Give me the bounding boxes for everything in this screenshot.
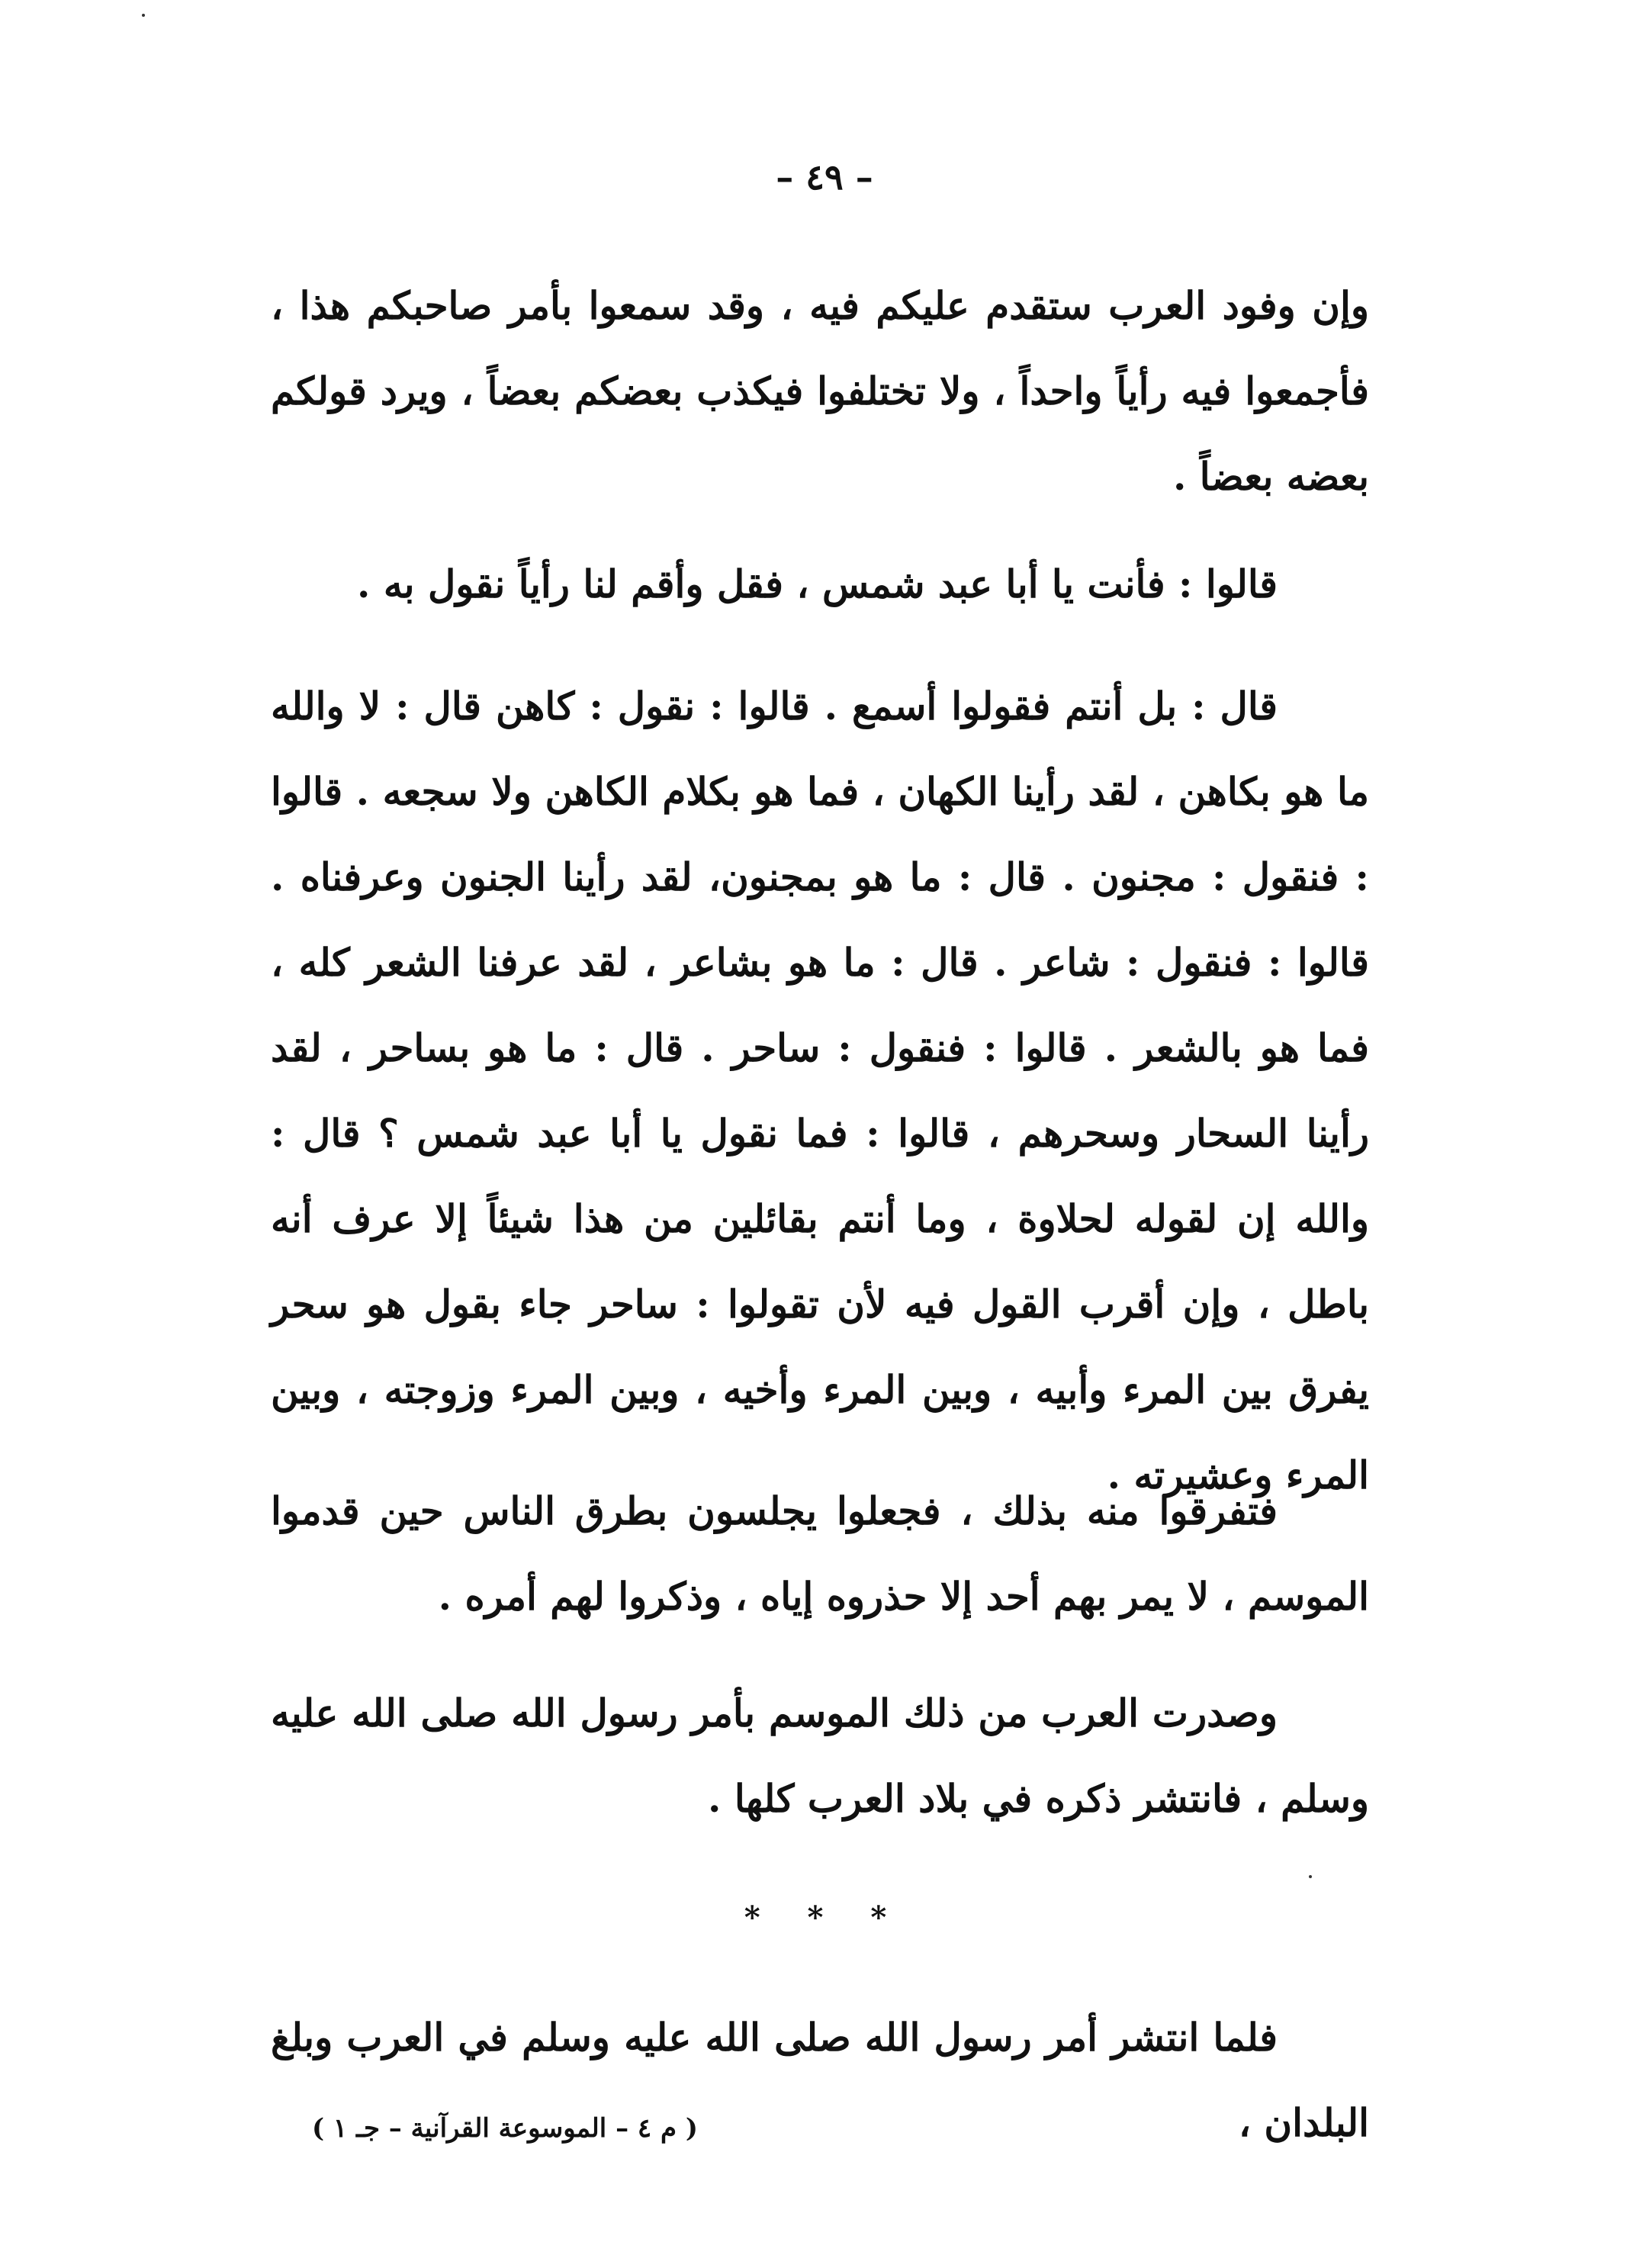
paragraph-2: قالوا : فأنت يا أبا عبد شمس ، فقل وأقم لنا رأياً نقول به .: [357, 561, 1278, 606]
section-separator: * * *: [744, 1900, 905, 1935]
page-number: – ٤٩ –: [776, 156, 873, 198]
paragraph-4: فتفرقوا منه بذلك ، فجعلوا يجلسون بطرق الناس حين قدموا الموسم ، لا يمر بهم أحد إلا حذروه إياه ، وذكروا لهم أمره .: [271, 1488, 1369, 1619]
paragraph-6: فلما انتشر أمر رسول الله صلى الله عليه وسلم في العرب وبلغ البلدان ،: [271, 2015, 1369, 2145]
footer-reference: ( م ٤ – الموسوعة القرآنية – جـ ١ ): [311, 2113, 698, 2144]
paragraph-1: وإن وفود العرب ستقدم عليكم فيه ، وقد سمعوا بأمر صاحبكم هذا ، فأجمعوا فيه رأياً واحداً ، ولا تختلفوا فيكذب بعضكم بعضاً ، ويرد قولكم بعضه بعضاً .: [271, 283, 1369, 499]
paragraph-5: وصدرت العرب من ذلك الموسم بأمر رسول الله صلى الله عليه وسلم ، فانتشر ذكره في بلاد العرب كلها .: [271, 1691, 1369, 1821]
scan-speck: [142, 14, 145, 17]
paragraph-3: قال : بل أنتم فقولوا أسمع . قالوا : نقول : كاهن قال : لا والله ما هو بكاهن ، لقد رأينا الكهان ، فما هو بكلام الكاهن ولا سجعه . قالوا : فنقول : مجنون . قال : ما هو بمجنون، لقد رأينا الجنون وعرفناه . قالوا : فنقول : شاعر . قال : ما هو بشاعر ، لقد عرفنا الشعر كله ، فما هو بالشعر . قالوا : فنقول : ساحر . قال : ما هو بساحر ، لقد رأينا السحار وسحرهم ، قالوا : فما نقول يا أبا عبد شمس ؟ قال : والله إن لقوله لحلاوة ، وما أنتم بقائلين من هذا شيئاً إلا عرف أنه باطل ، وإن أقرب القول فيه لأن تقولوا : ساحر جاء بقول هو سحر يفرق بين المرء وأبيه ، وبين المرء وأخيه ، وبين المرء وزوجته ، وبين المرء وعشيرته .: [271, 684, 1369, 1498]
scan-speck: [1309, 1875, 1312, 1878]
